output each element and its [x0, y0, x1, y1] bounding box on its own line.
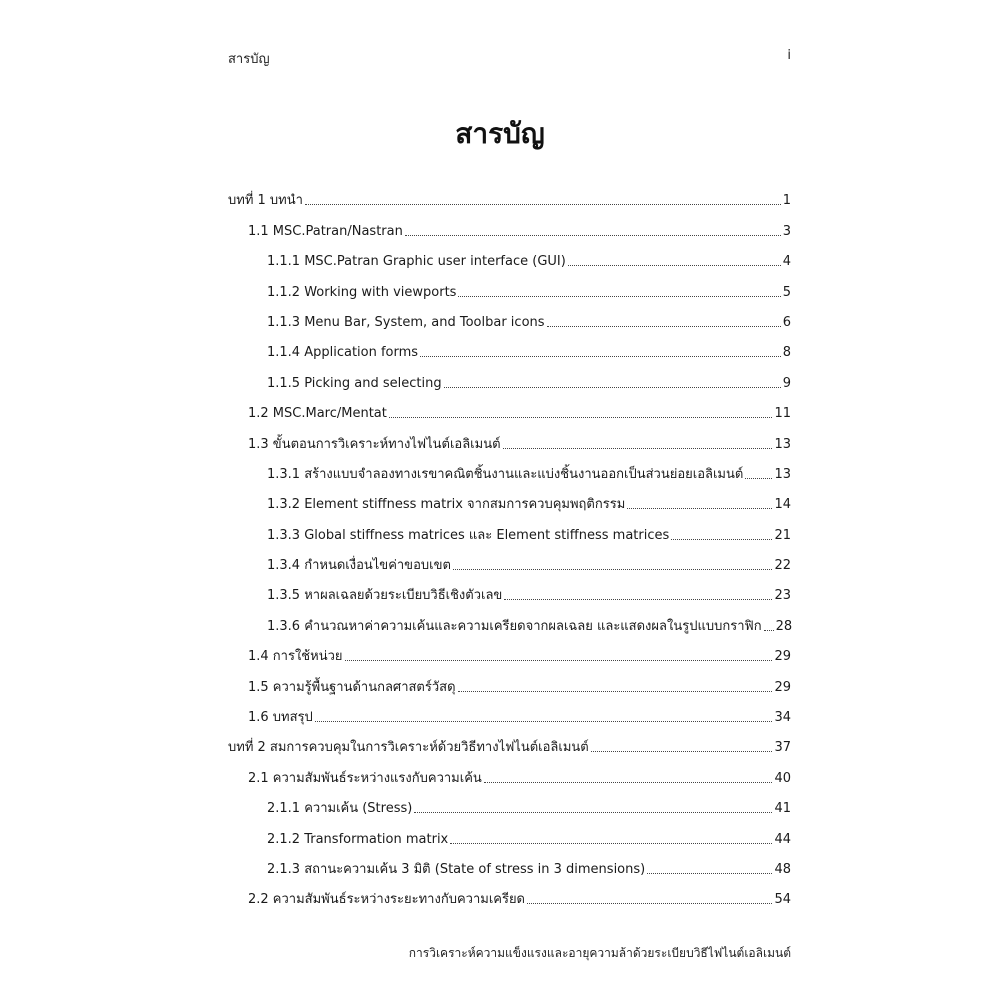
- toc-entry-page-number: 8: [782, 345, 791, 361]
- toc-section-entry: [228, 333, 791, 363]
- dot-leader: [315, 721, 773, 722]
- dot-leader: [591, 751, 773, 752]
- toc-entry-label: 2.2 ความสัมพันธ์ระหว่างระยะทางกับความเครียด: [248, 892, 525, 908]
- toc-entry-label: 1.3 ขั้นตอนการวิเคราะห์ทางไฟไนต์เอลิเมนต์: [248, 436, 501, 452]
- toc-section-entry: [228, 637, 791, 667]
- toc-entry-page-number: 40: [774, 770, 791, 786]
- page-title: สารบัญ: [455, 117, 545, 150]
- toc-section-entry: [228, 576, 791, 606]
- toc-entry-page-number: 4: [782, 254, 791, 270]
- toc-entry-label: 1.1.2 Working with viewports: [267, 284, 457, 300]
- toc-section-entry: [228, 303, 791, 333]
- toc-entry-page-number: 34: [774, 710, 791, 726]
- toc-section-entry: [228, 880, 791, 910]
- toc-entry-page-number: 28: [775, 618, 793, 634]
- toc-entry-page-number: 29: [774, 679, 791, 695]
- dot-leader: [420, 356, 781, 357]
- toc-section-entry: [228, 455, 791, 485]
- running-header-title: สารบัญ: [228, 52, 270, 67]
- toc-entry-page-number: 23: [774, 588, 791, 604]
- dot-leader: [745, 478, 772, 479]
- toc-entry-page-number: 9: [782, 375, 791, 391]
- dot-leader: [345, 660, 773, 661]
- dot-leader: [503, 448, 773, 449]
- toc-entry-page-number: 1: [782, 193, 791, 209]
- dot-leader: [504, 599, 772, 600]
- toc-entry-page-number: 6: [782, 314, 791, 330]
- toc-entry-label: 1.2 MSC.Marc/Mentat: [248, 406, 387, 422]
- toc-entry-label: 1.6 บทสรุป: [248, 710, 313, 726]
- toc-entry-label: 2.1 ความสัมพันธ์ระหว่างแรงกับความเค้น: [248, 770, 482, 786]
- toc-section-entry: [228, 758, 791, 788]
- dot-leader: [453, 569, 773, 570]
- dot-leader: [305, 204, 781, 205]
- toc-entry-label: 2.1.3 สถานะความเค้น 3 มิติ (State of stress in 3 dimensions): [267, 861, 646, 877]
- dot-leader: [647, 873, 772, 874]
- toc-entry-page-number: 37: [774, 740, 791, 756]
- toc-entry-page-number: 3: [782, 223, 791, 239]
- table-of-contents: [228, 181, 791, 910]
- toc-entry-page-number: 13: [774, 466, 791, 482]
- dot-leader: [405, 235, 781, 236]
- toc-section-entry: [228, 242, 791, 272]
- dot-leader: [671, 539, 772, 540]
- dot-leader: [389, 417, 773, 418]
- toc-entry-label: 1.1.5 Picking and selecting: [267, 375, 442, 391]
- toc-section-entry: [228, 850, 791, 880]
- dot-leader: [764, 630, 774, 631]
- page-number-roman: i: [787, 48, 791, 63]
- toc-section-entry: [228, 606, 791, 636]
- dot-leader: [627, 508, 772, 509]
- dot-leader: [444, 387, 781, 388]
- toc-entry-page-number: 14: [774, 497, 791, 513]
- toc-entry-page-number: 21: [774, 527, 791, 543]
- toc-entry-label: 1.3.1 สร้างแบบจำลองทางเรขาคณิตชิ้นงานและแบ่งชิ้นงานออกเป็นส่วนย่อยเอลิเมนต์: [267, 466, 744, 482]
- toc-section-entry: [228, 667, 791, 697]
- toc-entry-page-number: 41: [774, 801, 791, 817]
- toc-entry-page-number: 11: [774, 406, 791, 422]
- toc-section-entry: [228, 515, 791, 545]
- toc-entry-label: 1.1.4 Application forms: [267, 345, 419, 361]
- toc-section-entry: [228, 698, 791, 728]
- toc-section-entry: [228, 363, 791, 393]
- toc-section-entry: [228, 272, 791, 302]
- dot-leader: [484, 782, 773, 783]
- toc-section-entry: [228, 546, 791, 576]
- toc-entry-label: 1.5 ความรู้พื้นฐานด้านกลศาสตร์วัสดุ: [248, 679, 456, 695]
- toc-entry-label: 1.3.5 หาผลเฉลยด้วยระเบียบวิธีเชิงตัวเลข: [267, 588, 503, 604]
- toc-section-entry: [228, 394, 791, 424]
- toc-entry-label: บทที่ 1 บทนำ: [228, 193, 303, 209]
- toc-entry-label: 1.4 การใช้หน่วย: [248, 649, 343, 665]
- toc-section-entry: [228, 819, 791, 849]
- toc-entry-label: บทที่ 2 สมการควบคุมในการวิเคราะห์ด้วยวิธีทางไฟไนต์เอลิเมนต์: [228, 740, 589, 756]
- toc-entry-label: 1.3.2 Element stiffness matrix จากสมการควบคุมพฤติกรรม: [267, 497, 626, 513]
- toc-chapter-entry: [228, 181, 791, 211]
- toc-entry-page-number: 48: [774, 861, 791, 877]
- dot-leader: [527, 903, 772, 904]
- toc-chapter-entry: [228, 728, 791, 758]
- toc-entry-page-number: 54: [774, 892, 791, 908]
- toc-entry-label: 2.1.2 Transformation matrix: [267, 831, 449, 847]
- toc-entry-label: 1.1.3 Menu Bar, System, and Toolbar icons: [267, 314, 545, 330]
- toc-entry-label: 1.1 MSC.Patran/Nastran: [248, 223, 403, 239]
- dot-leader: [547, 326, 781, 327]
- toc-entry-page-number: 22: [774, 558, 791, 574]
- toc-entry-label: 2.1.1 ความเค้น (Stress): [267, 801, 413, 817]
- toc-section-entry: [228, 211, 791, 241]
- toc-entry-page-number: 13: [774, 436, 791, 452]
- toc-entry-label: 1.3.3 Global stiffness matrices และ Element stiffness matrices: [267, 527, 670, 543]
- toc-entry-label: 1.3.4 กำหนดเงื่อนไขค่าขอบเขต: [267, 558, 451, 574]
- dot-leader: [458, 691, 773, 692]
- toc-section-entry: [228, 424, 791, 454]
- toc-section-entry: [228, 789, 791, 819]
- toc-section-entry: [228, 485, 791, 515]
- toc-entry-label: 1.3.6 คำนวณหาค่าความเค้นและความเครียดจากผลเฉลย และแสดงผลในรูปแบบกราฟิก: [267, 618, 762, 634]
- dot-leader: [414, 812, 772, 813]
- dot-leader: [450, 843, 772, 844]
- running-footer: การวิเคราะห์ความแข็งแรงและอายุความล้าด้วยระเบียบวิธีไฟไนต์เอลิเมนต์: [408, 946, 791, 960]
- dot-leader: [458, 296, 780, 297]
- running-header: [228, 48, 791, 72]
- toc-entry-page-number: 44: [774, 831, 791, 847]
- toc-entry-label: 1.1.1 MSC.Patran Graphic user interface (GUI): [267, 254, 566, 270]
- dot-leader: [568, 265, 781, 266]
- toc-entry-page-number: 5: [782, 284, 791, 300]
- toc-entry-page-number: 29: [774, 649, 791, 665]
